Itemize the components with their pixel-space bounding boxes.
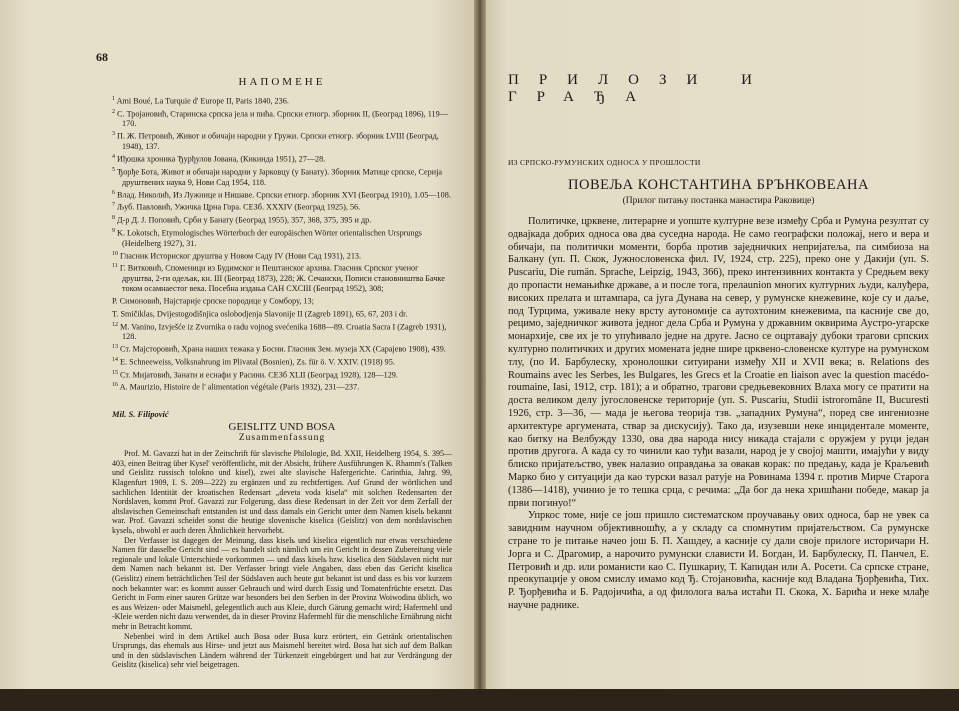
notes-list	[112, 94, 452, 393]
footnote	[112, 368, 452, 381]
footnote	[112, 94, 452, 107]
footnote-number: 8	[112, 215, 115, 222]
footnote-number: 16	[112, 382, 118, 389]
footnote	[112, 152, 452, 165]
footnote-text: Р. Симоновић, Најстарије српске породице у Сомбору, 13;	[112, 296, 314, 306]
footnote	[112, 107, 452, 130]
footnote-number: 3	[112, 131, 115, 138]
footnote	[112, 226, 452, 249]
body-paragraph: Упркос томе, није се још пришло систематском проучавању ових односа, бар не увек са завидним научном објективношћу, а у складу са спомнутим пријатељством. Са румунске стране то је питање начео још Б. П. Хашдеу, а касније су дали своје прилоге историчари Н. Јорга и С. Драгомир, а нарочито румунски слависти И. Богдан, И. Барбулеску, П. Панчел, Е. Петровић и др. или романисти као С. Пушкариу, Т. Капидан или А. Росети. Са српске стране, преокупације у овом смислу имамо код Ђ. Стојановића, касније код Владана Ђорђевића, Тих. Р. Ђорђевића и Б. Радојичића, а од филолога ваља истаћи П. Скока, Х. Барића и неке млађе научне раднике.	[508, 510, 929, 611]
footnote-number: 14	[112, 357, 118, 364]
footnote	[112, 320, 452, 343]
left-page	[0, 0, 478, 711]
footnote-number: 11	[112, 263, 118, 270]
footnote-text: Ami Boué, La Turquie d' Europe II, Paris 1840, 236.	[116, 96, 289, 106]
footnote-number: 4	[112, 154, 115, 161]
notes-title: НАПОМЕНЕ	[238, 76, 326, 88]
footnote-text: Ђорђе Бота, Живот и обичаји народни у Јарковцу (у Банату). Зборник Матице српске, Серија друштвених наука 9, Нови Сад 1954, 118.	[117, 167, 443, 187]
summary-subtitle: Zusammenfassung	[238, 433, 326, 444]
footnote-number: 6	[112, 189, 115, 196]
footnote	[112, 307, 452, 320]
footnote-text: Љуб. Павловић, Ужичка Црна Гора. СЕЗб. XXXIV (Београд 1925), 56.	[117, 203, 361, 213]
footnote-number: 13	[112, 344, 118, 351]
right-page	[478, 0, 959, 711]
article-subtitle: (Прилог питању постанка манастира Раковице)	[622, 196, 815, 206]
footnote	[112, 294, 452, 307]
footnote-number: 5	[112, 166, 115, 173]
footnote	[112, 129, 452, 152]
footnote-number: 9	[112, 227, 115, 234]
summary-title: GEISLITZ UND BOSA	[228, 421, 336, 434]
body-paragraph: Политичке, црквене, литерарне и уопште културне везе између Срба и Румуна резултат су одвајкада добрих односа ова два суседна народа. Не само географски положај, него и вера и обичаји, па политички моменти, борба против заједничких непријатеља, па симбиоза на Балкану (уп. П. Скок, Јужнословенска фил. IV, 1924, стр. 225), преко оне у Дакији (уп. S. Puscariu, Die rumän. Sprache, Leipzig, 1943, 366), преко интензивних контакта у Средњем веку до пропасти немањићке државе, а и после тога, прелаunion многих културних људи, калуђера, високих прелата и штампара, са југа Дунава на север, у румунске кнежевине, које су и даље, под Турцима, уживале неку врсту аутономије са аутохтоним кнежевима, па касније све до, рецимо, заједничког живота једног дела Срба и Румуна у државним оквирима Аустро-угарске монархије, све их је то упућивало једне на друге. Јасно се оцртавају дубоки трагови српских културно политичких и других момената једне шире црквено-словенске културе на румунском тлу, (по И. Барбулеску, хронолошки ситуирани између XII и XVII века; в. Relations des Roumains avec les Serbes, les Bulgares, les Grecs et la Croatie en liaison avec la question macédo-roumaine, Iasi, 1912, стр. 181); а и обратно, трагови средњевековних Влаха могу се пратити на доста великом делу југословенске територије (уп. S. Puscariu, Studii istroromâne II, Bucuresti 1926, стр. 3—36, — мада је његова теорија тзв. „западних Румуна“, поред све ингениозне архитектуре аргумената, ствар за дискусију). Тако да, изузевши неке инцидентале моменте, као битку на Велбужду 1330, ова два народа нису никада стајали с оружјем у руци један против другога. А када су то чинили као туђи вазали, народ је у својој машти, имајући у виду блиско пријатељство, увек налазио оправдања за овакав корак: по предању, када је Краљевић Марко био у ситуацији да као турски вазал ратује на Ровинама 1394 г. против Мирче Старога (1386—1418), учинио је то тешка срца, с речима: „Да бог да нека хришћани победе, макар ја први погинуо!“	[508, 216, 929, 509]
footnote-text: T. Smičiklas, Dvijestogodišnjica oslobodjenja Slavonije II (Zagreb 1891), 65, 67, 203 i dr.	[112, 309, 408, 319]
footnote-number: 2	[112, 108, 115, 115]
footnote	[112, 380, 452, 393]
footnote	[112, 213, 452, 226]
footnote-number: 7	[112, 202, 115, 209]
section-heading: ПРИЛОЗИ И ГРАЂА	[508, 72, 772, 105]
footnote-text: E. Schneeweiss, Volksnahrung im Plivatal (Bosnien), Zs. für ö. V. XXIV. (1918) 95.	[120, 357, 395, 367]
footnote-text: П. Ж. Петровић, Живот и обичаји народни у Гружи. Српски етногр. зборник LVIII (Београд, 1948), 137.	[117, 132, 439, 152]
footnote-text: A. Maurizio, Histoire de l' alimentation végétale (Paris 1932), 231—237.	[119, 383, 360, 393]
footnote-number: 15	[112, 369, 118, 376]
article-title: ПОВЕЉА КОНСТАНТИНА БРЪНКОВЕАНА	[568, 177, 869, 193]
page-number: 68	[96, 50, 108, 64]
footnote-text: Ст. Мајсторовић, Храна наших тежака у Босни. Гласник Зем. музеја XX (Сарајево 1908), 439.	[120, 345, 446, 355]
summary-paragraph: Der Verfasser ist dagegen der Meinung, dass kiselь und kiselica eigentlich nur etwas verschiedene Namen für dasselbe Gericht sind — es handelt sich nämlich um ein Gericht in dessen Zubereitung viele regionale und lokale Unterschiede vorkommen — und dass kiselь bzw. kiselica den Südslaven nicht nur dem Namen nach bekannt ist. Der Verfasser bringt viele Angaben, dass eben das Gericht kiselica (Geislitz) einem beträchtlichen Teil der Südslaven auch heute gut bekannt ist und dass es bis vor kurzem noch bekannter war: es kommt ausser Gebrauch und wird durch Essig und Tomatenfrüchte ersetzt. Das Gericht in Form einer sauren Grütze war besonders bei den Serben in der Provinz Woiwodina üblich, wo es aus Weizen- oder Maismehl, gelegentlich auch aus Kleie, durch Gärung gemacht wird; Hafermehl und -Kleie werden nicht dazu verwendet, da in dieser Provinz Hafermehl für die menschliche Ernährung nicht mehr in Betracht kommt.	[112, 535, 452, 631]
page-edge	[0, 689, 959, 711]
footnote	[112, 355, 452, 368]
summary-paragraph: Nebenbei wird in dem Artikel auch Bosa oder Busa kurz erörtert, ein Getränk orientalischen Ursprungs, das ehemals aus Hirse- und jetzt aus Maismehl bereitet wird. Bosa hat sich auf dem Balkan und in den südslavischen Ländern während der Türkenzeit eingebürgert und hat zur Verdrängung der Geislitz (kiselica) sehr viel beigetragen.	[112, 631, 452, 670]
footnote-number: 10	[112, 250, 118, 257]
article-body	[508, 216, 929, 613]
footnote-number: 12	[112, 321, 118, 328]
footnote-text: Иђошка хроника Ђурђулов Јована, (Кикинда 1951), 27—28.	[117, 154, 326, 164]
footnote	[112, 342, 452, 355]
footnote	[112, 261, 452, 294]
footnote-text: K. Lokotsch, Etymologisches Wörterbuch der europäischen Wörter orientalischen Ursprungs (Heidelberg 1927), 31.	[117, 228, 422, 248]
footnote	[112, 188, 452, 201]
section-label: ИЗ СРПСКО-РУМУНСКИХ ОДНОСА У ПРОШЛОСТИ	[508, 158, 701, 167]
footnote-number: 1	[112, 96, 115, 102]
footnote	[112, 249, 452, 262]
footnote-text: Д-р Д. Ј. Поповић, Срби у Банату (Београд 1955), 357, 368, 375, 395 и др.	[117, 215, 372, 225]
footnote	[112, 165, 452, 188]
book-gutter	[474, 0, 486, 711]
footnote-text: С. Тројановић, Старинска српска јела и пића. Српски етногр. зборник II, (Београд 1896), 119—170.	[117, 109, 448, 129]
summary-paragraph: Prof. M. Gavazzi hat in der Zeitschrift für slavische Philologie, Bd. XXII, Heidelberg 1954, S. 395—403, einen Beitrag über Kysel' veröffentlicht, mit der Absicht, frühere Ausführungen K. Rhamm's (Talken und Geislitz russisch tolokno und kisel), zwei alte slavische Hafergerichte. Carinthia, Jahrg. 99, Klagenfurt 1909, I. S. 209—222) zu ergänzen und zu rechtfertigen. Auf Grund der wörtlichen und sachlichen Identität der kroatischen Redensart „deveta voda kisela“ mit solchen Redensarten der Nordslaven, kommt Prof. Gavazzi zur Folgerung, dass diese Redensart in der Zeit vor dem Zerfall der altslavischen Gemeinschaft entstanden ist und dass damals ein Gericht unter dem Namen kiselь bekannt war. Prof. Gavazzi scheidet sonst die heutige slovenische kiselica (Geislitz) von dem nordslavischen kyselь, obwohl er auch deren Ähnlichkeit hervorhebt.	[112, 449, 452, 535]
summary-body	[112, 449, 452, 670]
footnote-text: Гласник Историског друштва у Новом Саду IV (Нови Сад 1931), 213.	[120, 251, 362, 261]
footnote-text: Ст. Мијатовић, Занати и еснафи у Расини. СЕЗб XLII (Београд 1928), 128—129.	[120, 370, 398, 380]
footnote-text: Г. Витковић, Споменици из Будимског и Пештанског архива. Гласник Српског ученог друштва, 2-ги одељак, кн. III (Београд 1873), 228; Ж. Сечански, Пописи становништва Бачке током осамнаестог века. Посебна издања САН CXCIII (Београд 1952), 308;	[119, 264, 445, 294]
footnote	[112, 200, 452, 213]
article-author: Mil. S. Filipović	[112, 409, 169, 420]
footnote-text: Влад. Николић, Из Лужнице и Нишаве. Српски етногр. зборник XVI (Београд 1910), 1.05—108.	[117, 190, 451, 200]
footnote-text: M. Vanino, Izvješće iz Zvornika o radu vojnog svećenika 1688—89. Croatia Sacra I (Zagreb 1931), 128.	[120, 322, 447, 342]
